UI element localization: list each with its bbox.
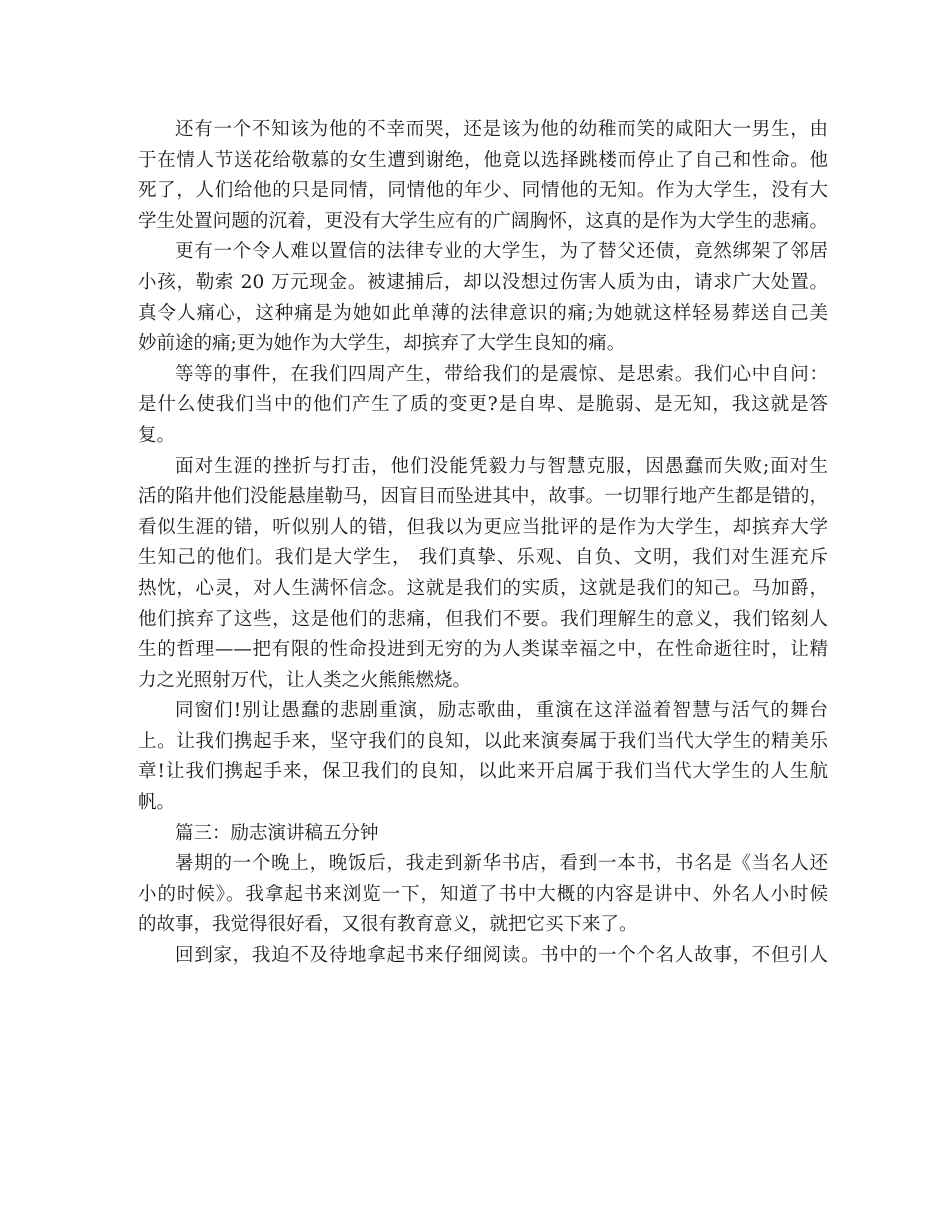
paragraph xyxy=(138,696,828,818)
text-line: 死了，人们给他的只是同情，同情他的年少、同情他的无知。作为大学生，没有大 xyxy=(138,180,828,202)
text-line: 帆。 xyxy=(138,792,176,814)
section-heading xyxy=(138,819,828,850)
paragraph xyxy=(138,849,828,941)
paragraph xyxy=(138,452,828,697)
text-line: 学生处置问题的沉着，更没有大学生应有的广阔胸怀，这真的是作为大学生的悲痛。 xyxy=(138,210,828,232)
text-line: 热忱，心灵，对人生满怀信念。这就是我们的实质，这就是我们的知己。马加爵， xyxy=(138,577,828,599)
text-line: 回到家，我迫不及待地拿起书来仔细阅读。书中的一个个名人故事，不但引人 xyxy=(175,945,828,967)
text-line: 生知己的他们。我们是大学生， 我们真挚、乐观、自负、文明，我们对生涯充斥 xyxy=(138,547,828,569)
text-line: 同窗们!别让愚蠢的悲剧重演，励志歌曲，重演在这洋溢着智慧与活气的舞台 xyxy=(175,700,828,722)
document-body xyxy=(138,115,828,972)
text-line: 生的哲理——把有限的性命投进到无穷的为人类谋幸福之中，在性命逝往时，让精 xyxy=(138,639,828,661)
text-line: 等等的事件，在我们四周产生，带给我们的是震惊、是思索。我们心中自问： xyxy=(175,363,828,385)
paragraph xyxy=(138,237,828,359)
text-line: 暑期的一个晚上，晚饭后，我走到新华书店，看到一本书，书名是《当名人还 xyxy=(175,853,828,875)
text-line: 小的时候》。我拿起书来浏览一下，知道了书中大概的内容是讲中、外名人小时候 xyxy=(138,883,828,905)
text-line: 复。 xyxy=(138,424,176,446)
paragraph xyxy=(138,115,828,237)
text-line: 于在情人节送花给敬慕的女生遭到谢绝，他竟以选择跳楼而停止了自己和性命。他 xyxy=(138,149,828,171)
text-line: 是什么使我们当中的他们产生了质的变更?是自卑、是脆弱、是无知，我这就是答 xyxy=(138,394,828,416)
text-line: 面对生涯的挫折与打击，他们没能凭毅力与智慧克服，因愚蠢而失败;面对生 xyxy=(175,455,828,477)
text-line: 妙前途的痛;更为她作为大学生，却摈弃了大学生良知的痛。 xyxy=(138,333,626,355)
text-line: 更有一个令人难以置信的法律专业的大学生，为了替父还债，竟然绑架了邻居 xyxy=(175,241,828,263)
text-line: 活的陷井他们没能悬崖勒马，因盲目而坠进其中，故事。一切罪行地产生都是错的， xyxy=(138,486,828,508)
paragraph xyxy=(138,941,828,972)
text-line: 章!让我们携起手来，保卫我们的良知，以此来开启属于我们当代大学生的人生航 xyxy=(138,761,829,783)
text-line: 小孩，勒索 20 万元现金。被逮捕后，却以没想过伤害人质为由，请求广大处置。 xyxy=(138,271,828,293)
text-line: 上。让我们携起手来，坚守我们的良知，以此来演奏属于我们当代大学生的精美乐 xyxy=(138,730,828,752)
paragraph xyxy=(138,360,828,452)
text-line: 还有一个不知该为他的不幸而哭，还是该为他的幼稚而笑的咸阳大一男生，由 xyxy=(175,119,828,140)
text-line: 他们摈弃了这些，这是他们的悲痛，但我们不要。我们理解生的意义，我们铭刻人 xyxy=(138,608,828,630)
text-line: 的故事，我觉得很好看，又很有教育意义，就把它买下来了。 xyxy=(138,914,638,936)
text-line: 真令人痛心，这种痛是为她如此单薄的法律意识的痛;为她就这样轻易葬送自己美 xyxy=(138,302,828,324)
text-line: 看似生涯的错，听似别人的错，但我以为更应当批评的是作为大学生，却摈弃大学 xyxy=(138,516,828,538)
text-line: 力之光照射万代，让人类之火熊熊燃烧。 xyxy=(138,669,472,691)
heading-text: 篇三：励志演讲稿五分钟 xyxy=(175,822,379,844)
